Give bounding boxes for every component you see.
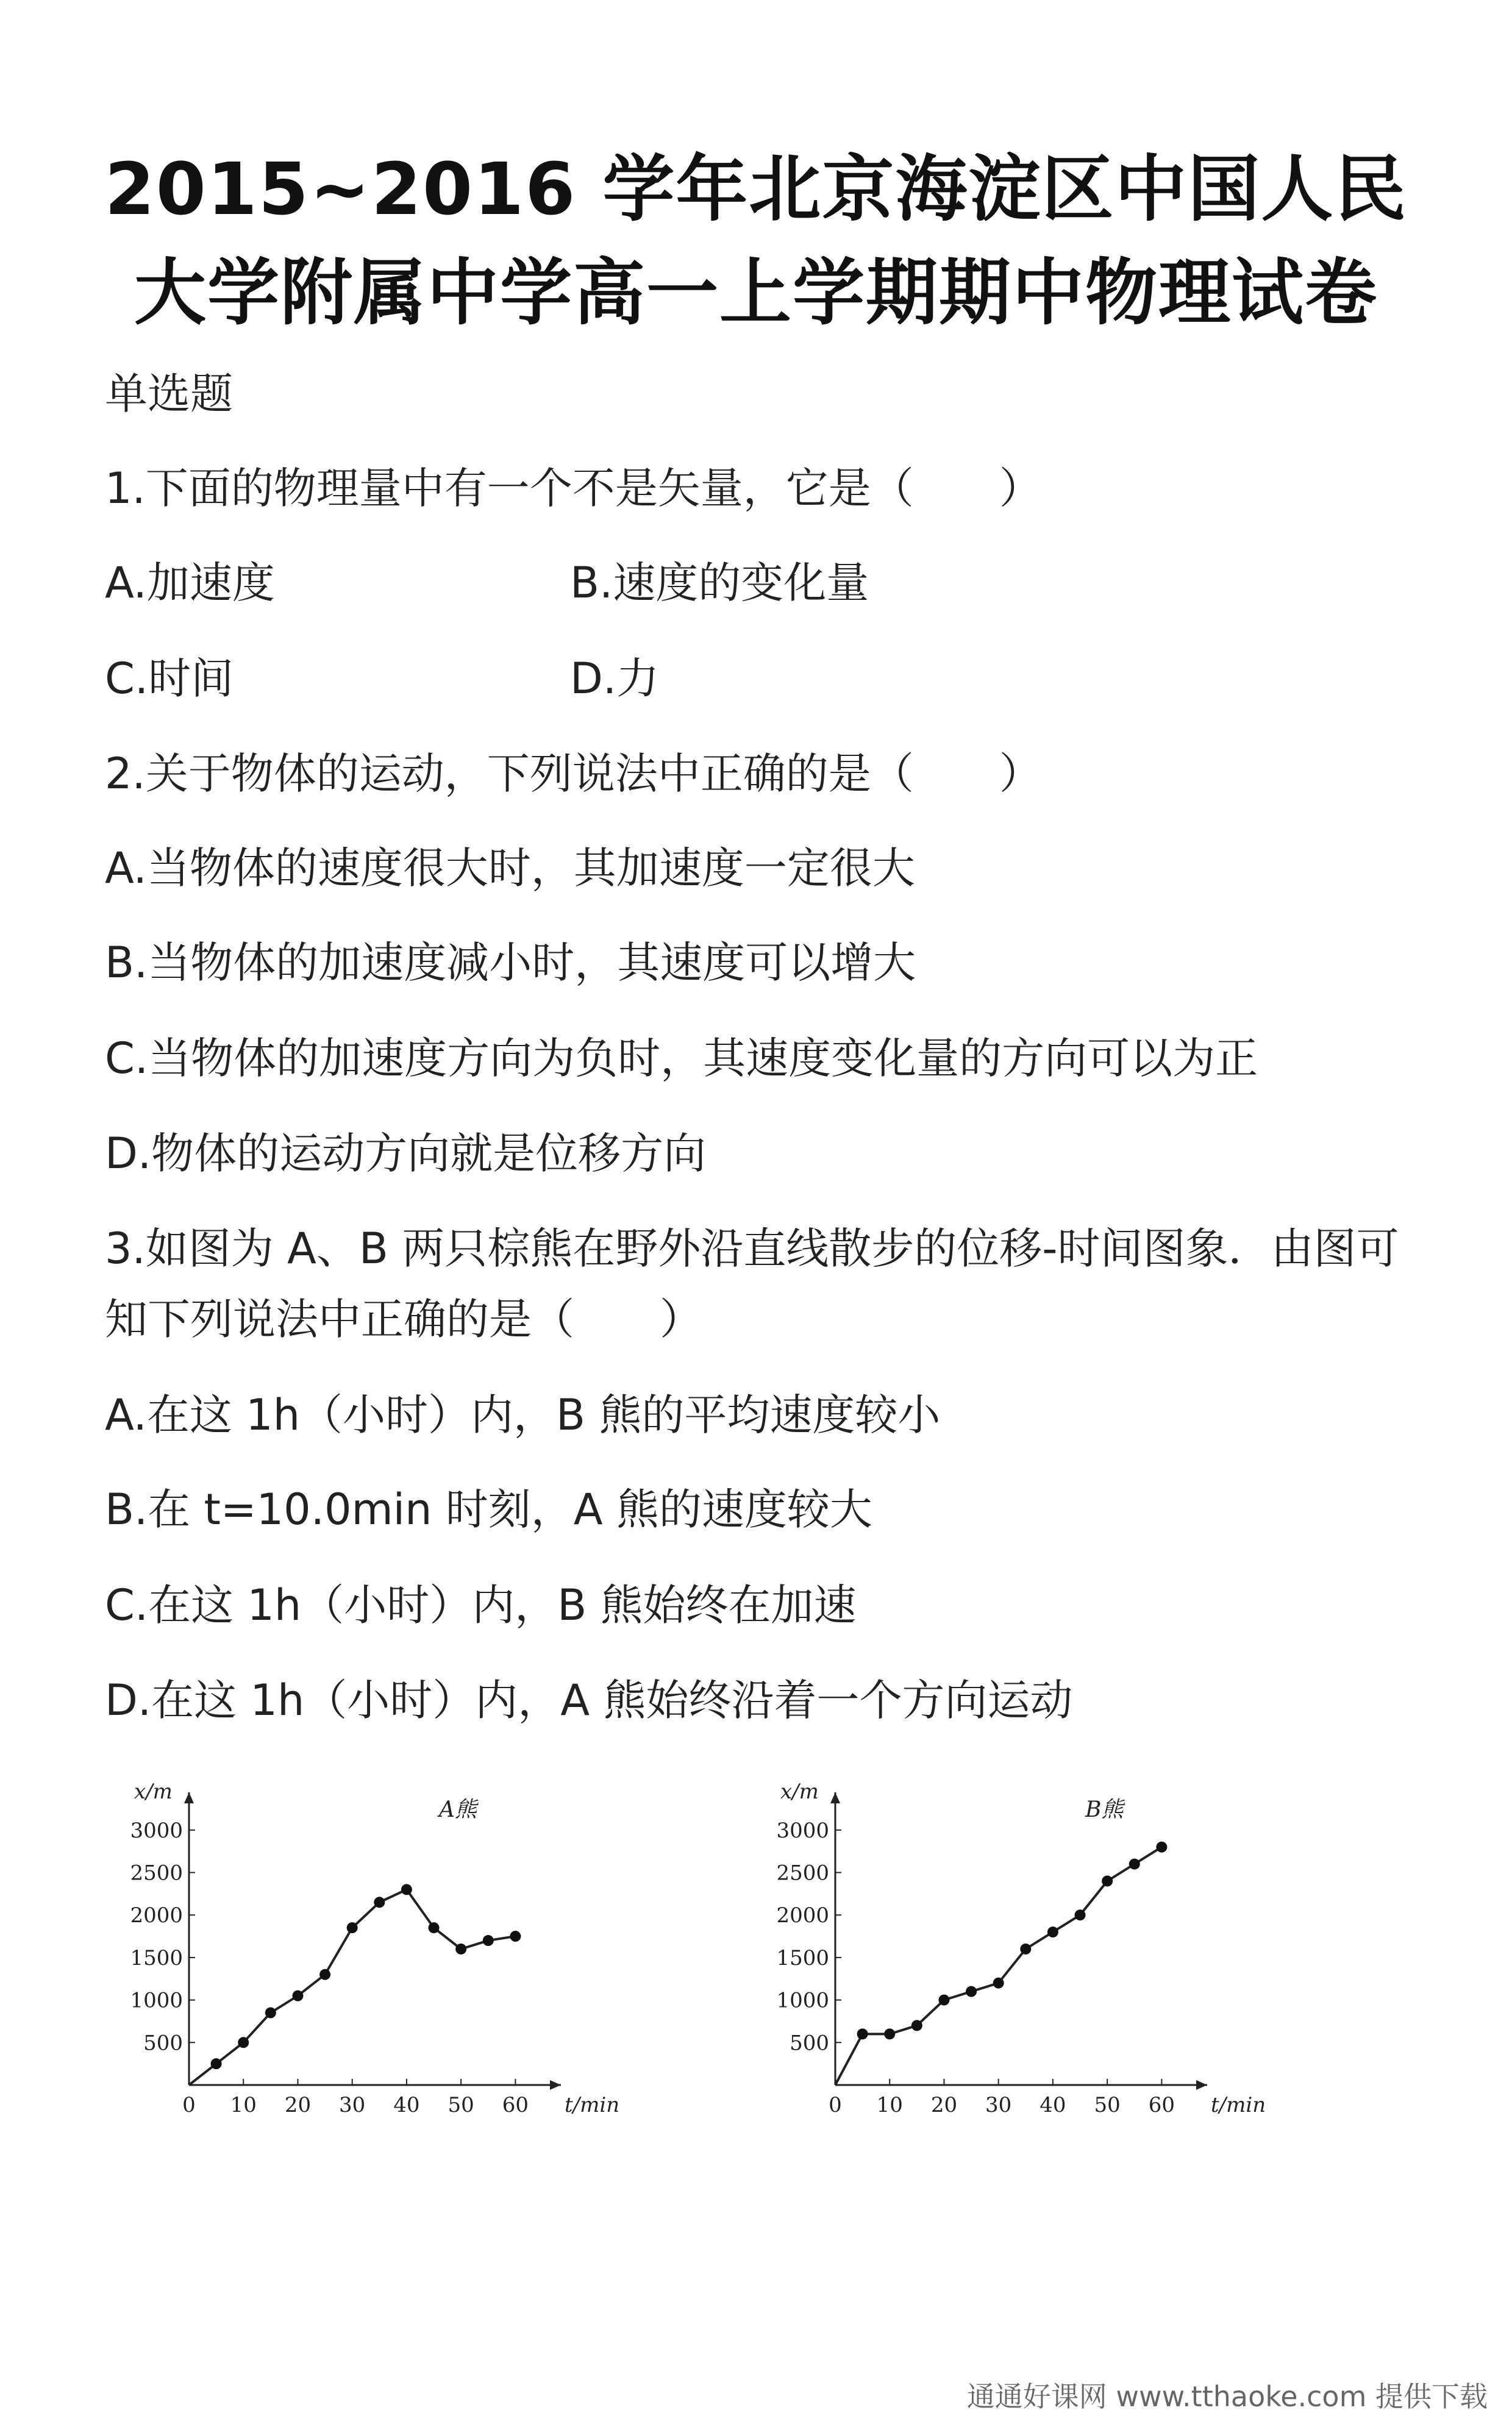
question-1-option-b: B.速度的变化量	[570, 558, 869, 608]
data-point	[1102, 1875, 1113, 1886]
x-tick-label: 40	[393, 2093, 420, 2117]
question-2-option-c: C.当物体的加速度方向为负时，其速度变化量的方向可以为正	[105, 1033, 1258, 1083]
question-3-stem-line-2: 知下列说法中正确的是（ ）	[105, 1294, 702, 1344]
data-point	[401, 1884, 412, 1895]
question-3-stem-line-1: 3.如图为 A、B 两只棕熊在野外沿直线散步的位移-时间图象．由图可	[105, 1224, 1399, 1274]
data-point	[911, 2020, 922, 2031]
question-2-option-a: A.当物体的速度很大时，其加速度一定很大	[105, 843, 915, 893]
data-point	[884, 2028, 895, 2039]
y-tick-label: 2500	[130, 1861, 183, 1886]
x-tick-label: 30	[339, 2093, 366, 2117]
y-axis-label: x/m	[134, 1780, 173, 1804]
question-1-option-a: A.加速度	[105, 558, 275, 608]
x-axis-label: t/min	[565, 2093, 620, 2117]
y-tick-label: 2000	[776, 1903, 829, 1928]
data-point	[510, 1931, 521, 1942]
chart-bear-b	[756, 1768, 1293, 2161]
question-1-option-d: D.力	[570, 654, 660, 704]
x-tick-label: 60	[502, 2093, 529, 2117]
data-point	[993, 1978, 1004, 1989]
question-3-option-c: C.在这 1h（小时）内，B 熊始终在加速	[105, 1580, 857, 1630]
y-tick-label: 1500	[776, 1945, 829, 1970]
x-tick-label: 10	[230, 2093, 257, 2117]
x-axis-label: t/min	[1211, 2093, 1266, 2117]
x-axis-arrow	[1196, 2080, 1207, 2090]
y-tick-label: 2000	[130, 1903, 183, 1928]
y-axis-arrow	[184, 1792, 194, 1803]
data-point	[319, 1969, 330, 1980]
question-3-option-d: D.在这 1h（小时）内，A 熊始终沿着一个方向运动	[105, 1675, 1073, 1725]
question-3-option-a: A.在这 1h（小时）内，B 熊的平均速度较小	[105, 1390, 941, 1440]
x-tick-label: 30	[985, 2093, 1012, 2117]
data-point	[1075, 1909, 1086, 1920]
chart-title: B熊	[1085, 1797, 1124, 1822]
chart-bear-a-svg	[110, 1768, 646, 2158]
question-2-option-b: B.当物体的加速度减小时，其速度可以增大	[105, 938, 916, 988]
x-tick-label: 40	[1040, 2093, 1066, 2117]
chart-bear-b-svg	[756, 1768, 1293, 2158]
data-point	[238, 2037, 249, 2048]
data-point	[265, 2008, 276, 2019]
data-point	[347, 1922, 358, 1933]
data-point	[1047, 1926, 1058, 1937]
y-tick-label: 2500	[776, 1861, 829, 1886]
x-axis-arrow	[550, 2080, 561, 2090]
chart-title: A熊	[439, 1797, 477, 1822]
data-point	[938, 1995, 949, 2006]
data-point	[1020, 1944, 1031, 1955]
y-tick-label: 3000	[130, 1818, 183, 1843]
question-3-option-b: B.在 t=10.0min 时刻，A 熊的速度较大	[105, 1484, 872, 1534]
x-tick-label: 50	[1094, 2093, 1121, 2117]
x-tick-label: 50	[448, 2093, 474, 2117]
x-tick-label: 0	[829, 2093, 842, 2117]
y-tick-label: 500	[143, 2031, 183, 2056]
question-2-stem: 2.关于物体的运动，下列说法中正确的是（ ）	[105, 749, 1042, 799]
question-2-option-d: D.物体的运动方向就是位移方向	[105, 1128, 707, 1178]
x-tick-label: 10	[876, 2093, 903, 2117]
data-point	[857, 2028, 868, 2039]
page-title-line-2: 大学附属中学高一上学期期中物理试卷	[134, 251, 1378, 335]
y-axis-arrow	[830, 1792, 840, 1803]
question-1-stem: 1.下面的物理量中有一个不是矢量，它是（ ）	[105, 463, 1042, 513]
y-tick-label: 500	[790, 2031, 829, 2056]
data-point	[966, 1986, 977, 1997]
y-tick-label: 1000	[130, 1988, 183, 2013]
data-point	[211, 2058, 222, 2069]
x-tick-label: 20	[284, 2093, 312, 2117]
series-line	[835, 1847, 1161, 2085]
data-point	[292, 1990, 303, 2001]
data-point	[374, 1897, 385, 1908]
data-point	[429, 1922, 440, 1933]
section-label: 单选题	[105, 369, 233, 419]
question-1-option-c: C.时间	[105, 654, 234, 704]
data-point	[1156, 1842, 1167, 1853]
x-tick-label: 0	[182, 2093, 196, 2117]
data-point	[1129, 1859, 1140, 1870]
series-line	[189, 1889, 515, 2085]
y-tick-label: 1000	[776, 1988, 829, 2013]
data-point	[483, 1935, 494, 1946]
footer-watermark: 通通好课网 www.tthaoke.com 提供下载	[966, 2380, 1488, 2413]
y-tick-label: 3000	[776, 1818, 829, 1843]
x-tick-label: 60	[1148, 2093, 1175, 2117]
page-title-line-1: 2015~2016 学年北京海淀区中国人民	[104, 147, 1408, 231]
y-axis-label: x/m	[780, 1780, 819, 1804]
data-point	[455, 1944, 466, 1955]
chart-bear-a	[110, 1768, 646, 2161]
y-tick-label: 1500	[130, 1945, 183, 1970]
x-tick-label: 20	[930, 2093, 958, 2117]
